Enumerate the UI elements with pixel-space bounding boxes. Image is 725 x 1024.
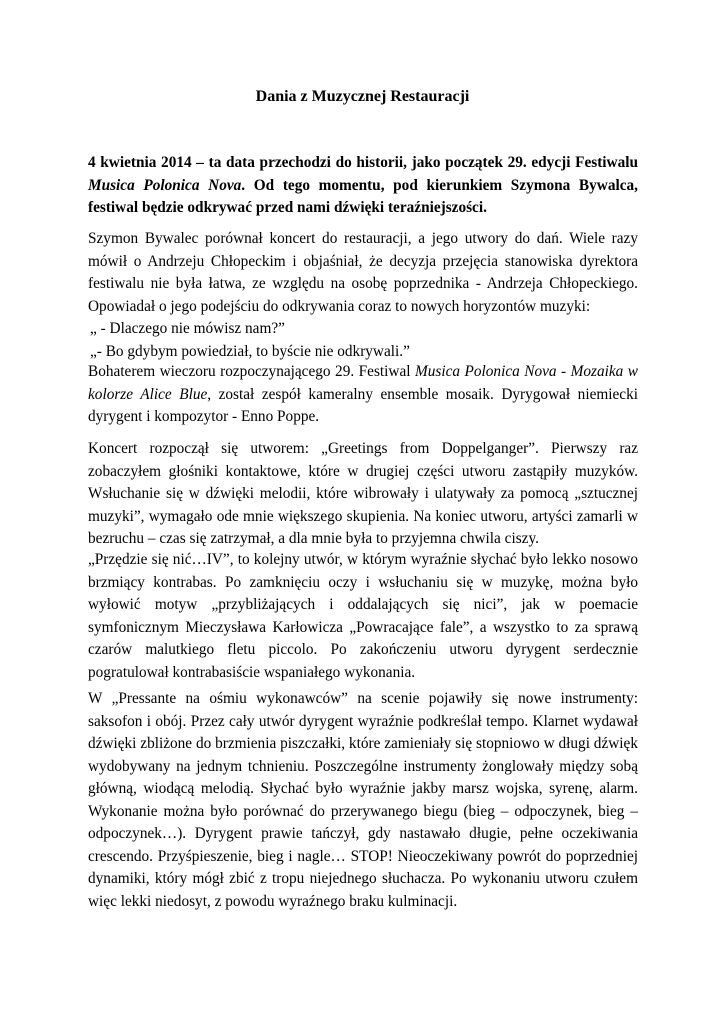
document-title: Dania z Muzycznej Restauracji bbox=[255, 88, 470, 105]
paragraph-2-text-2: , został zespół kameralny ensemble mosaik. Dyrygował niemiecki dyrygent i kompozytor - Enno Poppe. bbox=[88, 385, 638, 425]
paragraph-1 bbox=[88, 228, 638, 363]
intro-text-1: 4 kwietnia 2014 – ta data przechodzi do historii, jako początek 29. edycji Festiwalu bbox=[88, 154, 638, 171]
paragraph-4: „Przędzie się nić…IV”, to kolejny utwór, w którym wyraźnie słychać było lekko nosowo brzmiący kontrabas. Po zamknięciu oczy i wsłuchaniu się w muzykę, można było wyłowić motyw „przybliżających i oddalających się nici”, jak w poemacie symfonicznym Mieczysława Karłowicza „Powracające fale”, a wszystko to za sprawą czarów malutkiego fletu piccolo. Po zakończeniu utworu dyrygent serdecznie pogratulował kontrabasiście wspaniałego wykonania. bbox=[88, 551, 638, 681]
paragraph-2-text-1: Bohaterem wieczoru rozpoczynającego 29. Festiwal bbox=[88, 363, 415, 380]
paragraph-3: Koncert rozpoczął się utworem: „Greetings from Doppelganger”. Pierwszy raz zobaczyłem głośniki kontaktowe, które w drugiej części utworu zastąpiły muzyków. Wsłuchanie się w dźwięki melodii, które wibrowały i ulatywały za pomocą „sztucznej muzyki”, wymagało ode mnie większego skupienia. Na koniec utworu, artyści zamarli w bezruchu – czas się zatrzymał, a dla mnie była to przyjemna chwila ciszy. bbox=[88, 440, 638, 547]
paragraph-2-festival-title: Musica Polonica Nova - Mozaika w kolorze Alice Blue bbox=[88, 363, 638, 403]
paragraph-5: W „Pressante na ośmiu wykonawców” na scenie pojawiły się nowe instrumenty: saksofon i obój. Przez cały utwór dyrygent wyraźnie podkreślał tempo. Klarnet wydawał dźwięki zbliżone do brzmienia piszczałki, które zamieniały się stopniowo w długi dźwięk wydobywany na jednym tchnieniu. Poszczególne instrumenty żonglowały między sobą główną, wiodącą melodią. Słychać było wyraźnie jakby marsz wojska, syrenę, alarm. Wykonanie można było porównać do przerywanego biegu (bieg – odpoczynek, bieg – odpoczynek…). Dyrygent prawie tańczył, gdy nastawało długie, pełne oczekiwania crescendo. Przyśpieszenie, bieg i nagle… STOP! Nieoczekiwany powrót do poprzedniej dynamiki, który mógł zbić z tropu niejednego słuchacza. Po wykonaniu utworu czułem więc lekki niedosyt, z powodu wyraźnego braku kulminacji. bbox=[88, 690, 638, 910]
intro-text-2: . Od tego momentu, pod kierunkiem Szymona Bywalca, festiwal będzie odkrywać przed nami dźwięki teraźniejszości. bbox=[88, 176, 638, 216]
paragraph-2 bbox=[88, 361, 638, 429]
intro-festival-name: Musica Polonica Nova bbox=[88, 176, 242, 194]
quote-line-2: „- Bo gdybym powiedział, to byście nie odkrywali.” bbox=[90, 342, 410, 360]
quote-line-1: „ - Dlaczego nie mówisz nam?” bbox=[90, 320, 285, 337]
intro-paragraph bbox=[88, 152, 638, 220]
paragraph-1-text: Szymon Bywalec porównał koncert do restauracji, a jego utwory do dań. Wiele razy mówił o Andrzeju Chłopeckim i objaśniał, że decyzja przejęcia stanowiska dyrektora festiwalu nie była łatwa, ze względu na osobę poprzednika - Andrzeja Chłopeckiego. Opowiadał o jego podejściu do odkrywania coraz to nowych horyzontów muzyki: bbox=[88, 230, 638, 315]
